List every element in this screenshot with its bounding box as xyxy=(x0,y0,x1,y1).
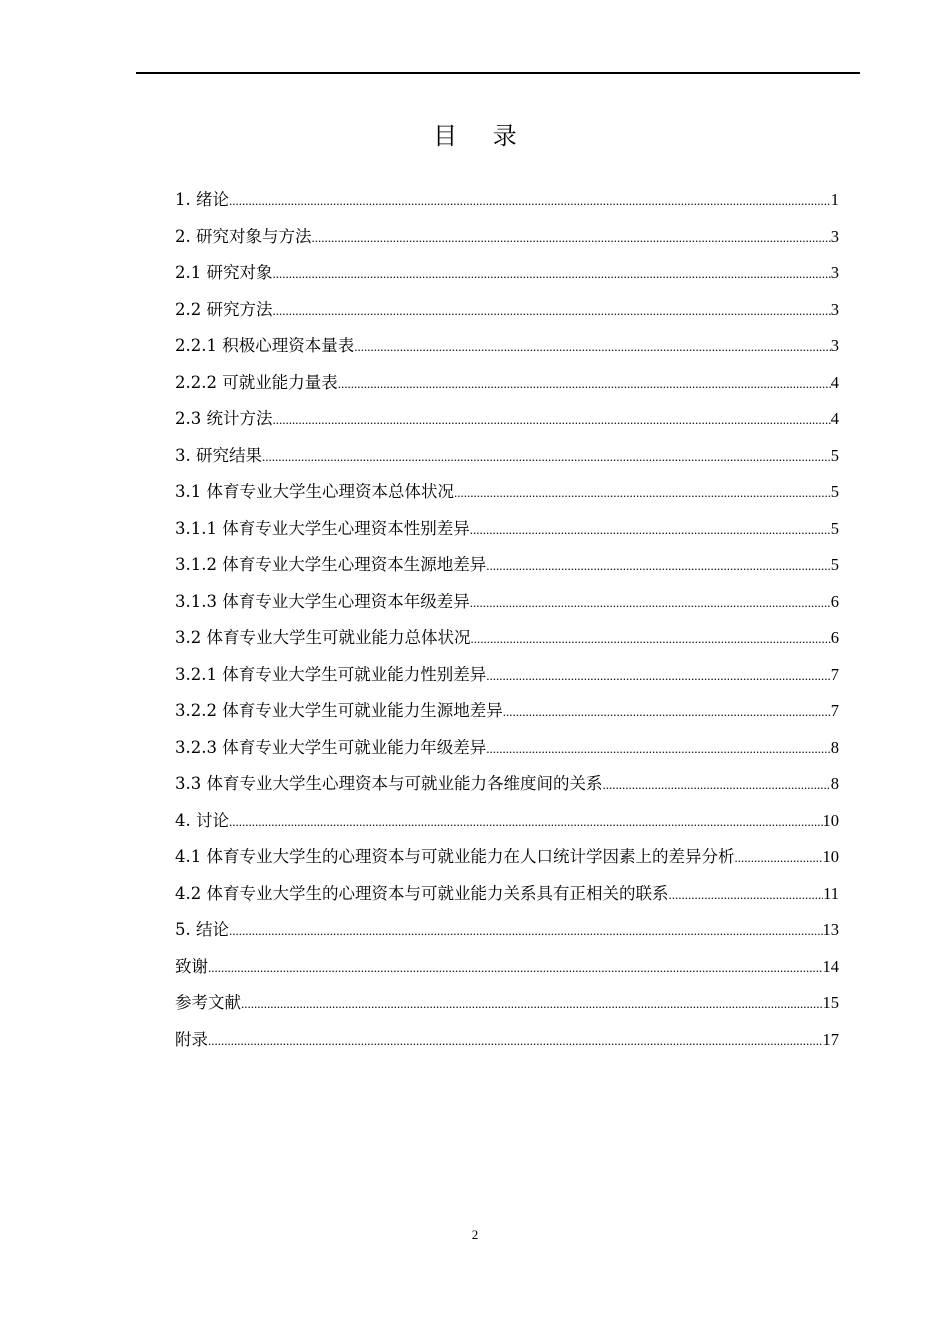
toc-entry-label: 4.2 体育专业大学生的心理资本与可就业能力关系具有正相关的联系 xyxy=(175,883,669,903)
toc-dot-leader xyxy=(354,339,831,355)
toc-dot-leader xyxy=(735,850,823,866)
toc-entry-page: 4 xyxy=(830,372,839,392)
toc-dot-leader xyxy=(229,923,823,939)
toc-dot-leader xyxy=(273,266,831,282)
toc-entry-page: 10 xyxy=(822,847,839,866)
toc-entry[interactable] xyxy=(175,551,839,588)
toc-dot-leader xyxy=(486,558,831,574)
toc-entry-label: 3. 研究结果 xyxy=(175,445,262,465)
toc-entry-page: 6 xyxy=(830,628,839,647)
toc-entry-label: 3.1.3 体育专业大学生心理资本年级差异 xyxy=(175,591,470,611)
toc-entry-page: 8 xyxy=(830,774,839,793)
toc-entry-page: 14 xyxy=(822,956,839,976)
toc-entry-page: 5 xyxy=(830,445,839,465)
toc-dot-leader xyxy=(273,412,831,428)
toc-entry[interactable] xyxy=(175,588,839,625)
toc-entry[interactable] xyxy=(175,697,839,734)
header-rule xyxy=(136,72,860,74)
toc-title: 目 录 xyxy=(433,122,531,150)
toc-entry[interactable] xyxy=(175,478,839,515)
toc-entry-page: 7 xyxy=(830,664,839,684)
toc-entry-label: 致谢 xyxy=(175,956,208,976)
toc-dot-leader xyxy=(208,960,823,976)
toc-entry[interactable] xyxy=(175,624,839,661)
toc-dot-leader xyxy=(262,449,831,465)
toc-entry-page: 3 xyxy=(830,226,839,246)
toc-entry-page: 1 xyxy=(830,190,839,209)
toc-entry[interactable] xyxy=(175,807,839,844)
toc-entry-label: 3.2 体育专业大学生可就业能力总体状况 xyxy=(175,628,471,647)
toc-dot-leader xyxy=(229,814,823,830)
toc-entry[interactable] xyxy=(175,843,839,880)
toc-dot-leader xyxy=(312,230,831,246)
toc-dot-leader xyxy=(338,376,831,392)
toc-entry[interactable] xyxy=(175,332,839,369)
toc-entry-label: 2.2 研究方法 xyxy=(175,299,273,319)
toc-entry-page: 5 xyxy=(830,555,839,574)
toc-entry-label: 2.2.1 积极心理资本量表 xyxy=(175,336,355,355)
toc-entry-page: 13 xyxy=(822,920,839,939)
table-of-contents xyxy=(175,186,839,1062)
toc-entry-label: 2.2.2 可就业能力量表 xyxy=(175,372,338,392)
toc-dot-leader xyxy=(486,668,831,684)
toc-entry[interactable] xyxy=(175,916,839,953)
toc-entry-label: 4. 讨论 xyxy=(175,810,229,830)
toc-entry-label: 参考文献 xyxy=(175,993,241,1012)
toc-entry-page: 11 xyxy=(823,883,839,903)
toc-entry[interactable] xyxy=(175,770,839,807)
toc-dot-leader xyxy=(503,704,831,720)
toc-entry-label: 3.2.1 体育专业大学生可就业能力性别差异 xyxy=(175,664,487,684)
toc-entry[interactable] xyxy=(175,734,839,771)
toc-entry[interactable] xyxy=(175,515,839,552)
toc-entry[interactable] xyxy=(175,989,839,1026)
toc-dot-leader xyxy=(471,631,831,647)
toc-entry[interactable] xyxy=(175,442,839,479)
toc-entry-label: 附录 xyxy=(175,1029,208,1049)
toc-entry-label: 2.1 研究对象 xyxy=(175,263,273,282)
toc-dot-leader xyxy=(486,741,831,757)
toc-dot-leader xyxy=(669,887,824,903)
toc-dot-leader xyxy=(229,193,831,209)
toc-dot-leader xyxy=(470,522,831,538)
toc-entry-page: 5 xyxy=(830,518,839,538)
toc-entry-label: 3.1 体育专业大学生心理资本总体状况 xyxy=(175,482,454,501)
toc-entry[interactable] xyxy=(175,405,839,442)
toc-entry-page: 5 xyxy=(830,482,839,501)
toc-entry-label: 3.2.2 体育专业大学生可就业能力生源地差异 xyxy=(175,701,503,720)
toc-entry-page: 3 xyxy=(830,263,839,282)
toc-entry[interactable] xyxy=(175,953,839,990)
toc-entry-page: 17 xyxy=(822,1029,839,1049)
toc-entry-label: 2.3 统计方法 xyxy=(175,409,273,428)
toc-entry[interactable] xyxy=(175,259,839,296)
toc-entry-label: 2. 研究对象与方法 xyxy=(175,226,312,246)
toc-entry-label: 4.1 体育专业大学生的心理资本与可就业能力在人口统计学因素上的差异分析 xyxy=(175,847,735,866)
toc-entry-page: 10 xyxy=(822,810,839,830)
toc-entry-label: 3.2.3 体育专业大学生可就业能力年级差异 xyxy=(175,737,487,757)
page-number: 2 xyxy=(471,1227,479,1242)
toc-entry-label: 5. 结论 xyxy=(175,920,229,939)
toc-entry[interactable] xyxy=(175,880,839,917)
toc-entry[interactable] xyxy=(175,186,839,223)
toc-dot-leader xyxy=(241,996,823,1012)
toc-entry-label: 3.1.1 体育专业大学生心理资本性别差异 xyxy=(175,518,470,538)
toc-entry-page: 3 xyxy=(830,336,839,355)
toc-entry[interactable] xyxy=(175,369,839,406)
toc-entry-page: 8 xyxy=(830,737,839,757)
toc-dot-leader xyxy=(470,595,831,611)
toc-entry-page: 6 xyxy=(830,591,839,611)
toc-entry-label: 3.1.2 体育专业大学生心理资本生源地差异 xyxy=(175,555,487,574)
toc-entry-page: 4 xyxy=(830,409,839,428)
toc-dot-leader xyxy=(603,777,831,793)
toc-dot-leader xyxy=(454,485,831,501)
toc-entry-label: 1. 绪论 xyxy=(175,190,229,209)
toc-entry-page: 7 xyxy=(830,701,839,720)
toc-dot-leader xyxy=(273,303,831,319)
toc-entry[interactable] xyxy=(175,223,839,260)
toc-dot-leader xyxy=(208,1033,823,1049)
toc-entry-page: 3 xyxy=(830,299,839,319)
toc-entry[interactable] xyxy=(175,296,839,333)
toc-entry[interactable] xyxy=(175,661,839,698)
toc-entry-page: 15 xyxy=(822,993,839,1012)
toc-entry[interactable] xyxy=(175,1026,839,1063)
toc-entry-label: 3.3 体育专业大学生心理资本与可就业能力各维度间的关系 xyxy=(175,774,603,793)
